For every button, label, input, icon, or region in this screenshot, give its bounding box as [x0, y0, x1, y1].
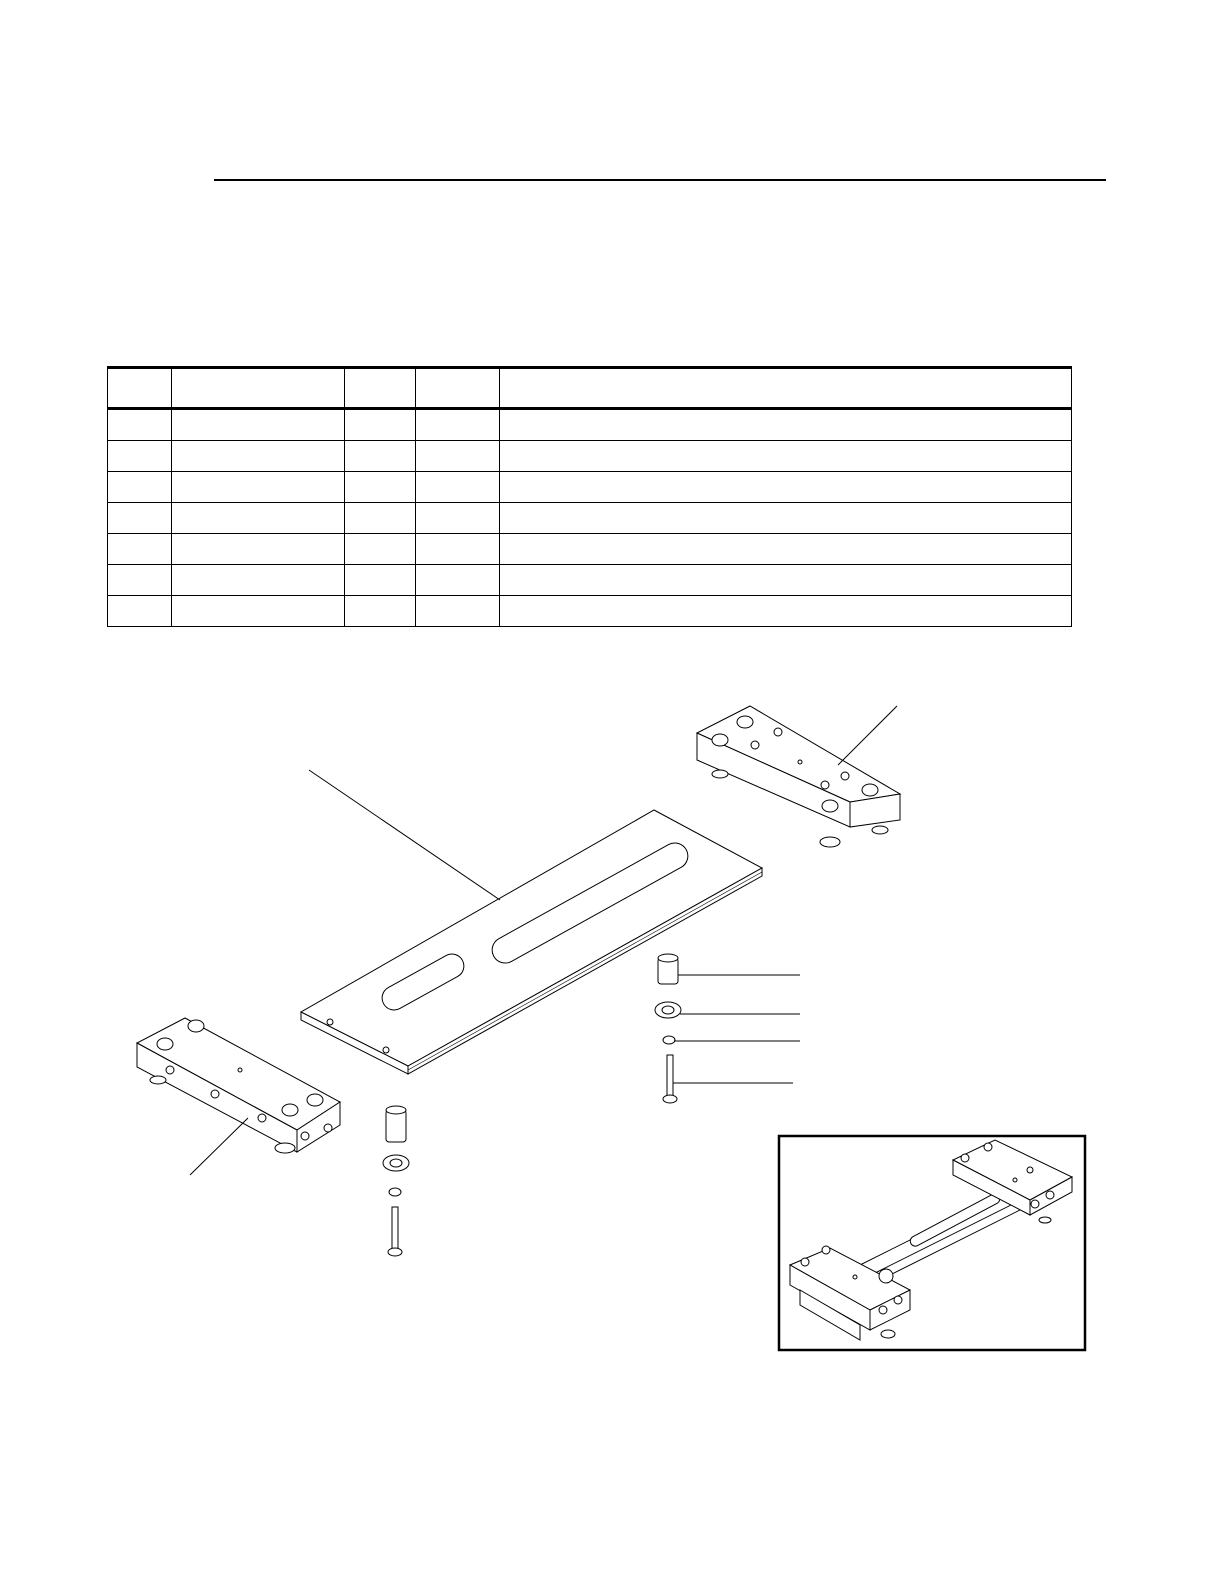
shoulder-bolt [667, 1055, 673, 1097]
hardware-stack-right [655, 954, 681, 1103]
slide-plate [301, 810, 762, 1074]
shoulder-bolt [392, 1207, 398, 1249]
end-block-right [697, 706, 900, 847]
hardware-stack-left [383, 1106, 409, 1256]
washer [663, 1036, 675, 1044]
end-block-left [137, 1018, 340, 1153]
washer [389, 1188, 401, 1196]
inset-assembled-view [779, 1136, 1085, 1350]
roller-stud [386, 1110, 406, 1142]
